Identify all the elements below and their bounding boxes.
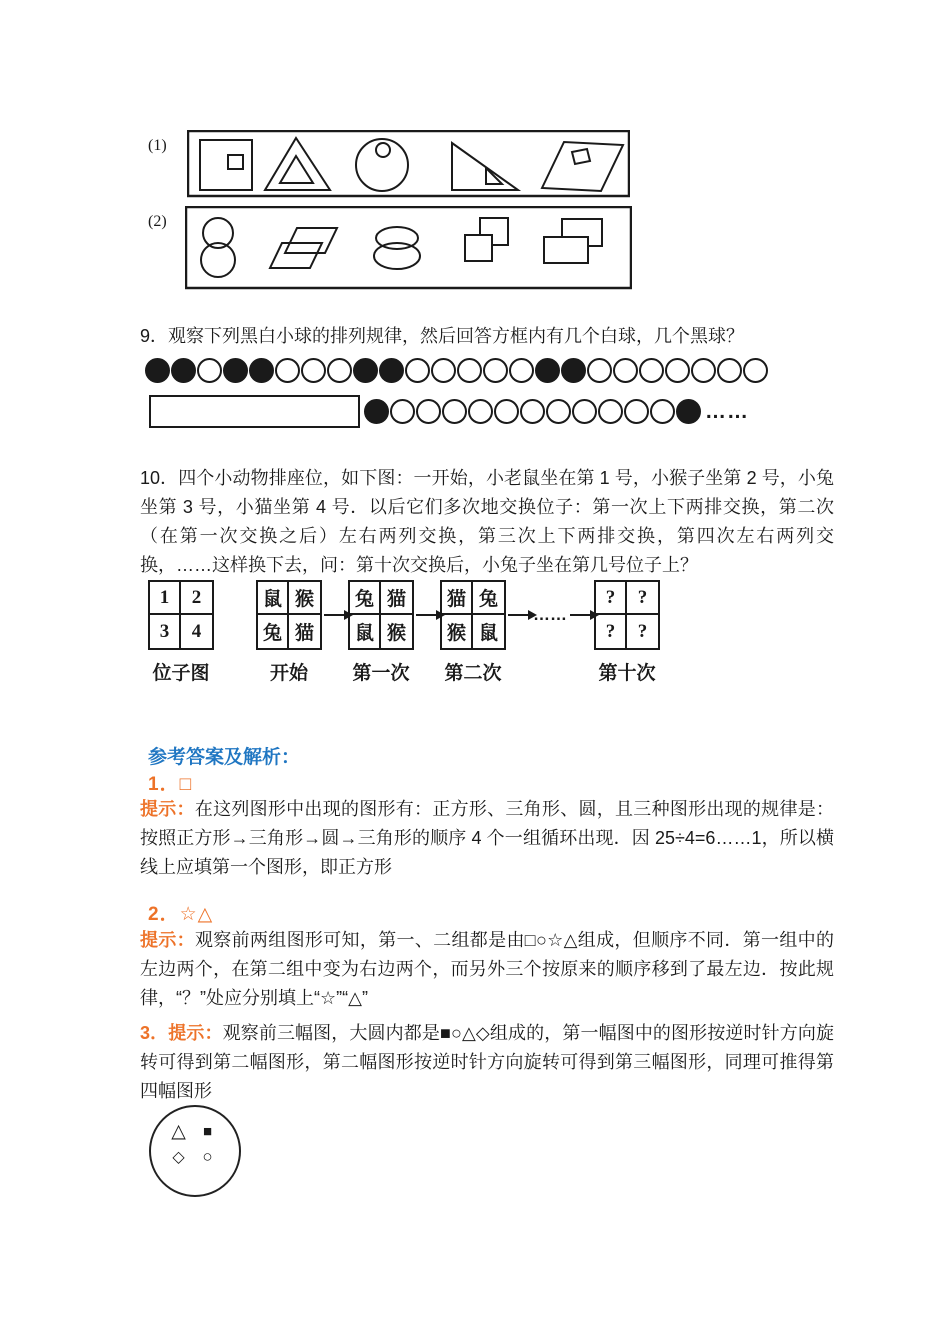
seat-cell: 猴: [442, 615, 473, 648]
figure-row1-canvas: [187, 130, 630, 198]
black-ball: [249, 358, 274, 383]
black-ball: [364, 399, 389, 424]
answer-3-figure-glyphs: [164, 1118, 222, 1170]
two-overlapping-circles-icon: [201, 218, 235, 277]
right-arrow-icon: [570, 614, 591, 616]
seat-cell: 鼠: [258, 582, 289, 615]
white-diamond-icon: ◇: [172, 1149, 185, 1166]
white-ball: [275, 358, 300, 383]
grid-caption: 开始: [269, 663, 308, 684]
seat-grid-box: [256, 580, 322, 650]
seat-cell: ?: [596, 582, 627, 615]
white-ball: [494, 399, 519, 424]
white-ball: [390, 399, 415, 424]
figure-row2-label: (2): [148, 213, 167, 230]
white-ball: [598, 399, 623, 424]
right-arrow-icon: [324, 614, 345, 616]
answer-3-hint: [140, 1019, 834, 1106]
seat-grid: [148, 580, 214, 685]
seat-grid: [594, 580, 660, 685]
answers-header: 参考答案及解析：: [148, 747, 301, 768]
white-ball: [665, 358, 690, 383]
question-10-text: 10．四个小动物排座位，如下图：一开始，小老鼠坐在第 1 号，小猴子坐第 2 号，小兔坐第 3 号，小猫坐第 4 号．以后它们多次地交换位子：第一次上下两排交换，第二次（在第一次交换之后）左右两列交换，第三次上下两排交换，第四次左右两列交换，……这样换下去，问：第十次交换后，小兔子坐在第几号位子上？: [140, 468, 834, 575]
answer-2-number: 2．☆△: [148, 904, 214, 925]
seat-cell: 猫: [294, 623, 314, 644]
white-ball: [546, 399, 571, 424]
white-circle-icon: ○: [202, 1147, 213, 1166]
seat-cell: 兔: [473, 582, 504, 615]
q9-ball-row-2-balls: [364, 399, 702, 424]
black-ball: [223, 358, 248, 383]
white-ball: [613, 358, 638, 383]
seat-cell: 猴: [289, 582, 320, 615]
grid-caption: 第二次: [444, 663, 502, 684]
question-9-text: 9．观察下列黑白小球的排列规律，然后回答方框内有几个白球，几个黑球？: [140, 326, 745, 346]
two-overlapping-squares-icon: [465, 218, 508, 261]
white-ball: [327, 358, 352, 383]
black-ball: [353, 358, 378, 383]
white-ball: [468, 399, 493, 424]
answer-3-figure-circle: [149, 1105, 241, 1197]
white-ball: [416, 399, 441, 424]
right-triangle-with-small-triangle-icon: [452, 143, 518, 190]
seat-grid-box: [148, 580, 214, 650]
black-ball: [379, 358, 404, 383]
white-ball: [587, 358, 612, 383]
white-ball: [717, 358, 742, 383]
answer-2-hint-text: 观察前两组图形可知，第一、二组都是由□○☆△组成，但顺序不同．第一组中的左边两个，在第二组中变为右边两个，而另外三个按原来的顺序移到了最左边．按此规律，“？”处应分别填上“☆”“△”: [140, 930, 834, 1008]
seat-cell: 猫: [381, 582, 412, 615]
black-ball: [561, 358, 586, 383]
figure-row2: [185, 206, 632, 295]
white-ball: [624, 399, 649, 424]
seat-cell: 兔: [350, 582, 381, 615]
answer-1-hint: [140, 795, 834, 882]
answer-2-hint: [140, 926, 834, 1013]
white-ball: [405, 358, 430, 383]
answer-1-hint-label: 提示：: [140, 799, 195, 819]
figure-row1-label: (1): [148, 137, 167, 154]
black-ball: [676, 399, 701, 424]
black-square-icon: ■: [202, 1122, 213, 1140]
black-ball: [145, 358, 170, 383]
right-arrow-icon: [416, 614, 437, 616]
two-overlapping-parallelograms-icon: [270, 228, 337, 268]
seat-grid-box: [594, 580, 660, 650]
seat-cell: 4: [191, 620, 202, 642]
white-ball: [431, 358, 456, 383]
q10-grid-strip: [148, 580, 660, 685]
white-ball: [483, 358, 508, 383]
seat-cell: 兔: [258, 615, 289, 648]
grid-caption: 第十次: [598, 663, 656, 684]
seat-cell: 1: [150, 582, 181, 615]
seat-cell: 猴: [386, 623, 406, 644]
black-ball: [171, 358, 196, 383]
seat-grid: [440, 580, 506, 685]
seat-grid-box: [440, 580, 506, 650]
figure-row1: [187, 130, 630, 203]
parallelogram-with-small-square-icon: [542, 142, 623, 191]
ellipsis: ……: [533, 605, 567, 624]
seat-cell: 鼠: [350, 615, 381, 648]
white-ball: [572, 399, 597, 424]
seat-cell: 2: [181, 582, 212, 615]
white-ball: [457, 358, 482, 383]
seat-cell: ?: [627, 582, 658, 615]
two-overlapping-rectangles-icon: [544, 219, 602, 263]
q9-answer-box: [149, 395, 360, 428]
answer-3-hint-text: 观察前三幅图，大圆内都是■○△◇组成的，第一幅图中的图形按逆时针方向旋转可得到第二幅图形，第二幅图形按逆时针方向旋转可得到第三幅图形，同理可推得第四幅图形: [140, 1023, 834, 1101]
seat-grid: [256, 580, 322, 685]
answer-1-number: 1．□: [148, 774, 193, 795]
white-triangle-icon: △: [171, 1120, 186, 1142]
figure-row2-canvas: [185, 206, 632, 290]
white-ball: [509, 358, 534, 383]
q9-ellipsis: ……: [705, 399, 749, 423]
white-ball: [691, 358, 716, 383]
white-ball: [520, 399, 545, 424]
q9-ball-row-1: [145, 358, 769, 383]
right-arrow-icon: [508, 614, 529, 616]
grid-caption: 位子图: [152, 663, 210, 684]
white-ball: [650, 399, 675, 424]
answer-2-hint-label: 提示：: [140, 930, 195, 950]
seat-cell: 3: [150, 615, 181, 648]
seat-cell: ?: [637, 620, 648, 642]
white-ball: [442, 399, 467, 424]
black-ball: [535, 358, 560, 383]
white-ball: [197, 358, 222, 383]
white-ball: [301, 358, 326, 383]
square-with-small-square-icon: [200, 140, 252, 190]
seat-grid-box: [348, 580, 414, 650]
seat-cell: 鼠: [478, 623, 498, 644]
white-ball: [743, 358, 768, 383]
seat-cell: 猫: [442, 582, 473, 615]
answer-1-hint-text: 在这列图形中出现的图形有：正方形、三角形、圆，且三种图形出现的规律是：按照正方形→三角形→圆→三角形的顺序 4 个一组循环出现．因 25÷4=6……1，所以横线上应填第一个图形，即正方形: [140, 799, 834, 877]
seat-cell: ?: [596, 615, 627, 648]
answer-3-lead: 3．提示：: [140, 1023, 223, 1043]
white-ball: [639, 358, 664, 383]
triangle-with-small-triangle-icon: [265, 138, 330, 190]
grid-caption: 第一次: [352, 663, 410, 684]
two-overlapping-ellipses-icon: [374, 227, 420, 269]
q9-ball-row-2: [149, 395, 749, 428]
circle-with-small-circle-icon: [356, 139, 408, 191]
seat-grid: [348, 580, 414, 685]
